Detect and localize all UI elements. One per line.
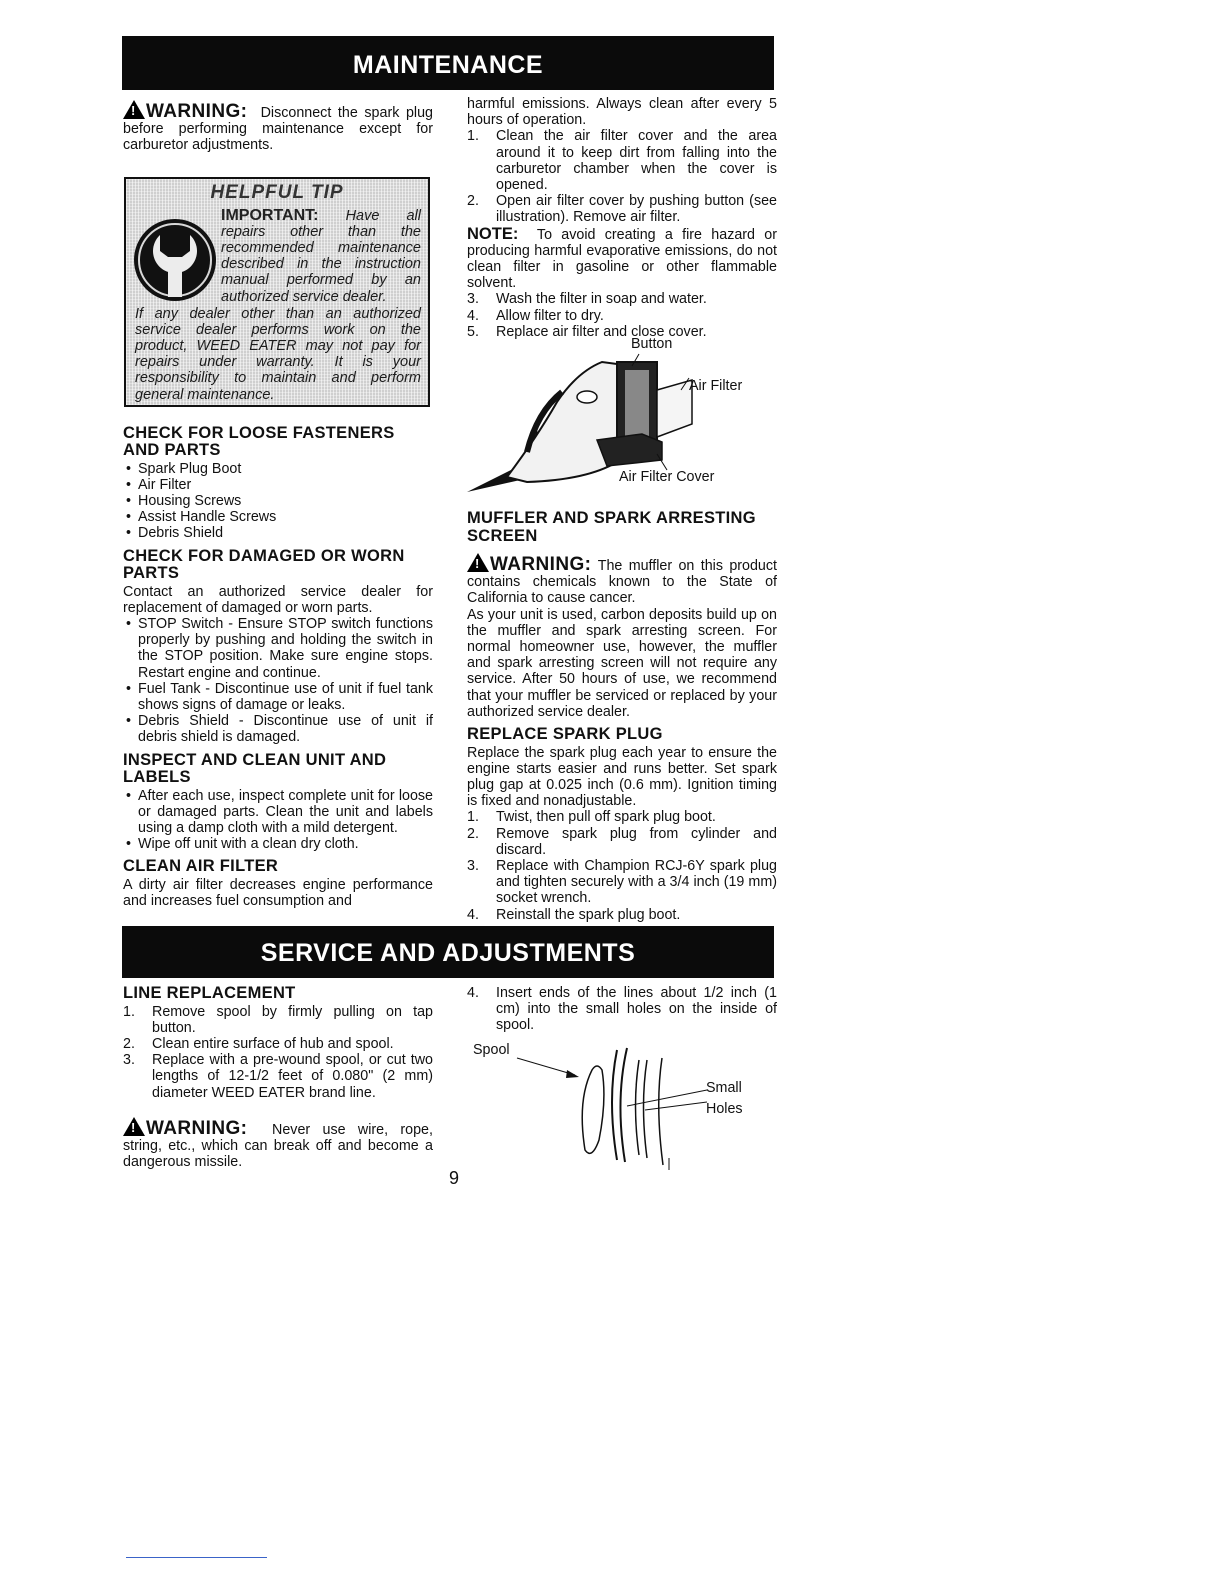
step-number: 1.: [467, 128, 479, 145]
step-number: 4.: [467, 307, 479, 324]
warning-triangle-icon: [123, 1117, 145, 1136]
list-item: [467, 858, 777, 907]
step-number: 2.: [467, 825, 479, 842]
step-text: Clean entire surface of hub and spool.: [152, 1035, 394, 1052]
air-filter-steps: [467, 128, 777, 225]
step-text: Open air filter cover by pushing button (see illustration). Remove air filter.: [496, 193, 777, 226]
spark-plug-steps: [467, 809, 777, 922]
heading-clean-air-filter: CLEAN AIR FILTER: [123, 857, 279, 876]
footer-rule: [126, 1557, 267, 1558]
air-filter-continued: harmful emissions. Always clean after every 5 hours of operation.: [467, 96, 777, 129]
helpful-tip-text-bottom: If any dealer other than an authorized service dealer performs work on the product, WEED EATER may not pay for repairs under warranty. It is your responsibility to maintain and perform general maintenance.: [135, 305, 421, 403]
warning-triangle-icon: [123, 100, 145, 119]
list-item: • After each use, inspect complete unit for loose or damaged parts. Clean the unit and labels using a damp cloth with a mild detergent.: [123, 788, 433, 837]
warning-line: [123, 1117, 433, 1171]
step-number: 4.: [467, 985, 479, 1001]
step-text: Insert ends of the lines about 1/2 inch (1 cm) into the small holes on the inside of spool.: [496, 985, 777, 1034]
label-air-filter-cover: Air Filter Cover: [619, 469, 715, 486]
page-number: 9: [449, 1168, 460, 1188]
helpful-tip-text-top: Have all repairs other than the recommended maintenance described in the instruction manual performed by an authorized service dealer.: [221, 207, 422, 305]
warning-text: The muffler on this product contains chemicals known to the State of California to cause cancer.: [467, 558, 778, 607]
helpful-tip-text: [221, 208, 421, 305]
list-item: • Air Filter: [123, 477, 433, 493]
loose-parts-list: [123, 461, 433, 542]
list-item: [467, 809, 777, 825]
step-number: 3.: [123, 1052, 135, 1069]
line-replacement-steps-2: [467, 985, 777, 1034]
step-number: 5.: [467, 323, 479, 340]
service-adjustments-banner: SERVICE AND ADJUSTMENTS: [122, 926, 774, 978]
warning-label: WARNING:: [146, 1117, 248, 1139]
note-text: To avoid creating a fire hazard or producing harmful evaporative emissions, do not clean filter in gasoline or other flammable solvent.: [467, 226, 777, 292]
list-item: • Debris Shield: [123, 525, 433, 541]
maintenance-right-column: [467, 96, 777, 923]
heading-check-damaged: CHECK FOR DAMAGED OR WORN PARTS: [123, 546, 405, 583]
list-item: • Wipe off unit with a clean dry cloth.: [123, 836, 433, 852]
list-item: [467, 193, 777, 225]
air-filter-illustration: [467, 336, 777, 502]
label-air-filter: Air Filter: [689, 378, 743, 395]
warning-text: Never use wire, rope, string, etc., which can break off and become a dangerous missile.: [123, 1121, 433, 1171]
step-number: 2.: [467, 193, 479, 210]
warning-label: WARNING:: [490, 554, 592, 576]
note-paragraph: [467, 226, 777, 292]
step-number: 2.: [123, 1035, 135, 1052]
heading-replace-spark-plug: REPLACE SPARK PLUG: [467, 725, 663, 744]
list-item: [467, 907, 777, 923]
list-item: [467, 308, 777, 324]
warning-text: Disconnect the spark plug before performing maintenance except for carburetor adjustments.: [123, 105, 433, 154]
wrench-icon: [132, 217, 218, 303]
step-number: 1.: [467, 809, 479, 826]
step-text: Remove spark plug from cylinder and discard.: [496, 825, 777, 858]
step-text: Replace with a pre-wound spool, or cut two lengths of 12-1/2 feet of 0.080" (2 mm) diameter WEED EATER brand line.: [152, 1052, 433, 1101]
step-text: Wash the filter in soap and water.: [496, 291, 707, 308]
warning-triangle-icon: [467, 553, 489, 572]
spark-plug-intro: Replace the spark plug each year to ensure the engine starts easier and runs better. Set spark plug gap at 0.025 inch (0.6 mm). Ignition timing is fixed and nonadjustable.: [467, 744, 777, 810]
maintenance-banner: MAINTENANCE: [122, 36, 774, 90]
air-filter-steps-2: [467, 291, 777, 340]
service-left-column: [123, 985, 433, 1170]
list-item: [123, 1036, 433, 1052]
list-item: [123, 1004, 433, 1036]
line-replacement-steps: [123, 1004, 433, 1101]
important-label: IMPORTANT:: [221, 206, 319, 224]
step-text: Allow filter to dry.: [496, 307, 604, 324]
step-text: Replace with Champion RCJ-6Y spark plug and tighten securely with a 3/4 inch (19 mm) socket wrench.: [496, 858, 777, 907]
step-text: Twist, then pull off spark plug boot.: [496, 809, 716, 826]
list-item: • Fuel Tank - Discontinue use of unit if fuel tank shows signs of damage or leaks.: [123, 681, 433, 713]
list-item: • Spark Plug Boot: [123, 461, 433, 477]
step-text: Clean the air filter cover and the area around it to keep dirt from falling into the carburetor chamber when the cover is opened.: [496, 128, 777, 194]
list-item: • Debris Shield - Discontinue use of unit if debris shield is damaged.: [123, 713, 433, 745]
heading-line-replacement: LINE REPLACEMENT: [123, 984, 296, 1002]
heading-inspect-clean: INSPECT AND CLEAN UNIT AND LABELS: [123, 750, 387, 787]
list-item: [467, 128, 777, 193]
service-right-column: [467, 985, 777, 1170]
step-text: Reinstall the spark plug boot.: [496, 906, 681, 923]
warning-disconnect: [123, 100, 433, 154]
helpful-tip-title: HELPFUL TIP: [210, 181, 344, 203]
warning-muffler: [467, 553, 777, 607]
inspect-list: [123, 788, 433, 853]
step-text: Replace air filter and close cover.: [496, 323, 707, 340]
list-item: • Housing Screws: [123, 493, 433, 509]
label-button: Button: [631, 336, 673, 353]
label-small: Small: [706, 1079, 742, 1096]
step-number: 3.: [467, 291, 479, 308]
damaged-intro: Contact an authorized service dealer for replacement of damaged or worn parts.: [123, 583, 433, 616]
warning-label: WARNING:: [146, 101, 248, 122]
air-filter-intro: A dirty air filter decreases engine performance and increases fuel consumption and: [123, 876, 433, 910]
step-number: 3.: [467, 858, 479, 874]
heading-muffler: MUFFLER AND SPARK ARRESTING SCREEN: [467, 509, 756, 545]
heading-check-loose: CHECK FOR LOOSE FASTENERS AND PARTS: [123, 423, 395, 460]
label-spool: Spool: [473, 1041, 510, 1058]
step-text: Remove spool by firmly pulling on tap button.: [152, 1003, 433, 1036]
muffler-text: As your unit is used, carbon deposits build up on the muffler and spark arresting screen. For normal homeowner use, however, the muffler and spark arresting screen will not require any service. After 50 hours of use, we recommend that your muffler be serviced or replaced by your authorized service dealer.: [467, 606, 777, 720]
list-item: [467, 291, 777, 307]
list-item: [123, 1052, 433, 1101]
list-item: [467, 826, 777, 858]
label-holes: Holes: [706, 1100, 743, 1117]
damaged-parts-list: [123, 616, 433, 746]
helpful-tip-box: [124, 177, 430, 407]
maintenance-left-column: [123, 100, 433, 909]
list-item: [467, 985, 777, 1034]
list-item: [467, 324, 777, 340]
step-number: 1.: [123, 1003, 135, 1020]
list-item: • Assist Handle Screws: [123, 509, 433, 525]
step-number: 4.: [467, 906, 479, 923]
note-label: NOTE:: [467, 224, 519, 243]
spool-illustration: [467, 1040, 777, 1170]
list-item: • STOP Switch - Ensure STOP switch functions properly by pushing and holding the switch in the STOP position. Make sure engine stops. Restart engine and continue.: [123, 616, 433, 681]
